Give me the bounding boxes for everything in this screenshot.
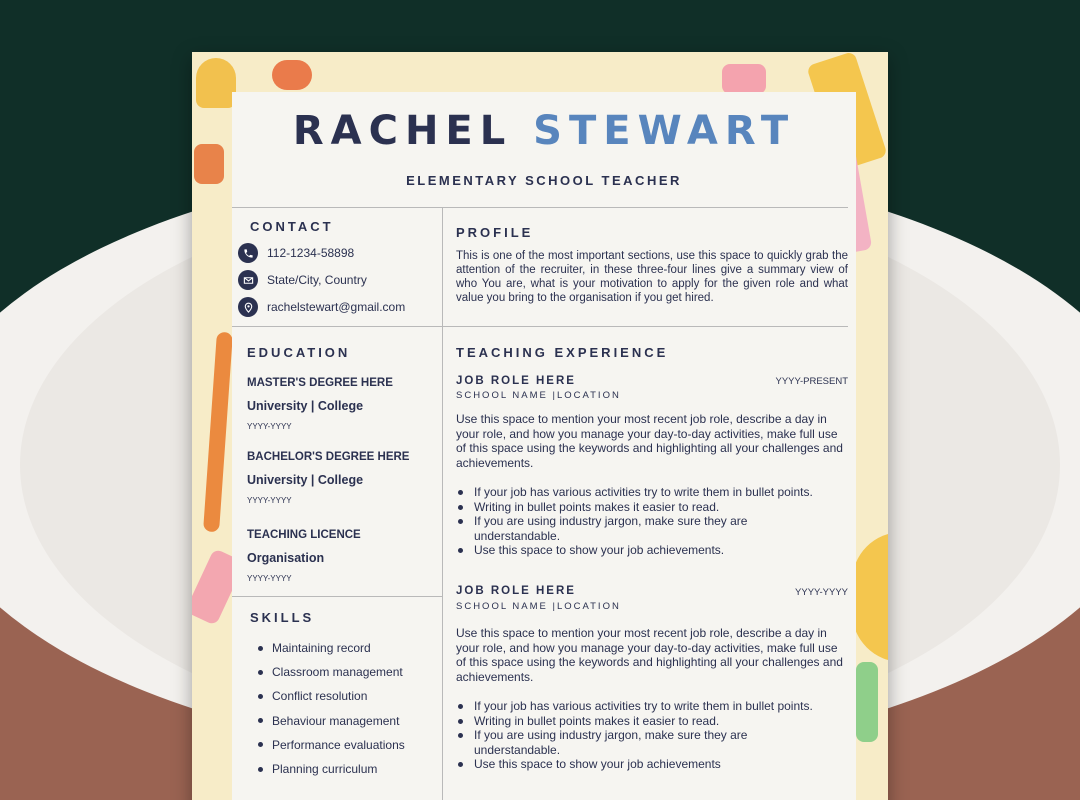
job-school: SCHOOL NAME |LOCATION [456, 601, 621, 612]
stamp-decoration [194, 144, 224, 184]
mail-icon [238, 270, 258, 290]
profile-text: This is one of the most important sections, use this space to quickly grab the attention of the recruiter, in these three-four lines give a summary view of who You are, what is your motivation to apply for the given role and what value you bring to the organisation if you get hired. [456, 250, 848, 304]
skill-item [258, 757, 405, 781]
bullet-icon [258, 670, 263, 675]
education-degree: TEACHING LICENCE [247, 529, 361, 541]
contact-email [238, 297, 405, 317]
candidate-name [232, 108, 856, 154]
skill-text: Performance evaluations [272, 737, 405, 752]
bullet-text: Use this space to show your job achievements [474, 757, 721, 772]
skill-item [258, 709, 405, 733]
bullet-text: Use this space to show your job achievements. [474, 543, 725, 558]
bullet-icon [458, 519, 463, 524]
contact-address [238, 270, 367, 290]
pencil-decoration [203, 332, 233, 533]
skill-item [258, 733, 405, 757]
job-bullets [456, 485, 848, 558]
job-bullets [456, 699, 848, 772]
job-description: Use this space to mention your most recent job role, describe a day in your role, and how you manage your day-to-day activities, make full use of this space using the keywords and highlighting all your challenges and achievements. [456, 626, 843, 684]
location-pin-icon [238, 297, 258, 317]
ruler-decoration [856, 662, 878, 742]
education-years: YYYY-YYYY [247, 574, 292, 583]
bullet-text: Writing in bullet points makes it easier to read. [474, 713, 720, 728]
job-bullet [456, 485, 848, 500]
stamp-decoration [272, 60, 312, 90]
first-name: RACHEL [292, 108, 513, 154]
skill-item [258, 660, 405, 684]
education-degree: MASTER'S DEGREE HERE [247, 377, 393, 389]
job-title: ELEMENTARY SCHOOL TEACHER [406, 173, 682, 188]
job-bullet [456, 728, 848, 757]
eraser-decoration [722, 64, 766, 94]
bullet-text: If you are using industry jargon, make sure they are understandable. [474, 728, 748, 757]
contact-phone [238, 243, 354, 263]
education-degree: BACHELOR'S DEGREE HERE [247, 451, 410, 463]
job-role: JOB ROLE HERE [456, 375, 576, 387]
bullet-icon [258, 767, 263, 772]
bullet-text: If your job has various activities try to write them in bullet points. [474, 485, 813, 499]
bullet-icon [458, 490, 463, 495]
skill-text: Maintaining record [272, 641, 371, 656]
education-school: University | College [247, 399, 364, 413]
stamp-decoration [196, 58, 236, 108]
bullet-text: Writing in bullet points makes it easier to read. [474, 499, 720, 514]
bullet-icon [258, 694, 263, 699]
skill-item [258, 684, 405, 708]
contact-divider [232, 326, 848, 327]
skill-text: Behaviour management [272, 713, 400, 728]
header-divider [232, 207, 848, 208]
phone-icon [238, 243, 258, 263]
education-heading: EDUCATION [247, 345, 351, 360]
job-bullet [456, 714, 848, 729]
bullet-icon [458, 719, 463, 724]
education-divider [232, 596, 442, 597]
bullet-icon [458, 762, 463, 767]
bullet-icon [458, 505, 463, 510]
job-bullet [456, 500, 848, 515]
job-school: SCHOOL NAME |LOCATION [456, 390, 621, 401]
contact-heading: CONTACT [250, 219, 334, 234]
job-bullet [456, 699, 848, 714]
skills-heading: SKILLS [250, 610, 315, 625]
last-name: STEWART [533, 108, 796, 154]
bullet-icon [458, 548, 463, 553]
protractor-decoration [852, 532, 888, 662]
job-description: Use this space to mention your most recent job role, describe a day in your role, and how you manage your day-to-day activities, make full use of this space using the keywords and highlighting all your challenges and achievements. [456, 412, 843, 470]
bullet-icon [258, 718, 263, 723]
column-divider [442, 207, 443, 800]
contact-text: rachelstewart@gmail.com [267, 300, 406, 314]
skill-item [258, 636, 405, 660]
bullet-icon [258, 742, 263, 747]
skills-list [258, 636, 405, 781]
education-school: University | College [247, 473, 364, 487]
education-years: YYYY-YYYY [247, 496, 292, 505]
education-school: Organisation [247, 551, 325, 565]
skill-text: Classroom management [272, 665, 403, 680]
bullet-text: If you are using industry jargon, make sure they are understandable. [474, 514, 748, 543]
contact-text: 112-1234-58898 [267, 246, 355, 260]
bullet-icon [458, 704, 463, 709]
job-bullet [456, 543, 848, 558]
job-bullet [456, 514, 848, 543]
contact-text: State/City, Country [267, 273, 367, 287]
experience-heading: TEACHING EXPERIENCE [456, 345, 669, 360]
bullet-icon [258, 646, 263, 651]
job-years: YYYY-PRESENT [775, 376, 848, 387]
job-years: YYYY-YYYY [795, 587, 848, 598]
bullet-text: If your job has various activities try to write them in bullet points. [474, 699, 813, 713]
job-role: JOB ROLE HERE [456, 585, 576, 597]
skill-text: Planning curriculum [272, 762, 378, 777]
job-bullet [456, 757, 848, 772]
bullet-icon [458, 733, 463, 738]
skill-text: Conflict resolution [272, 689, 368, 704]
profile-heading: PROFILE [456, 225, 534, 240]
education-years: YYYY-YYYY [247, 422, 292, 431]
